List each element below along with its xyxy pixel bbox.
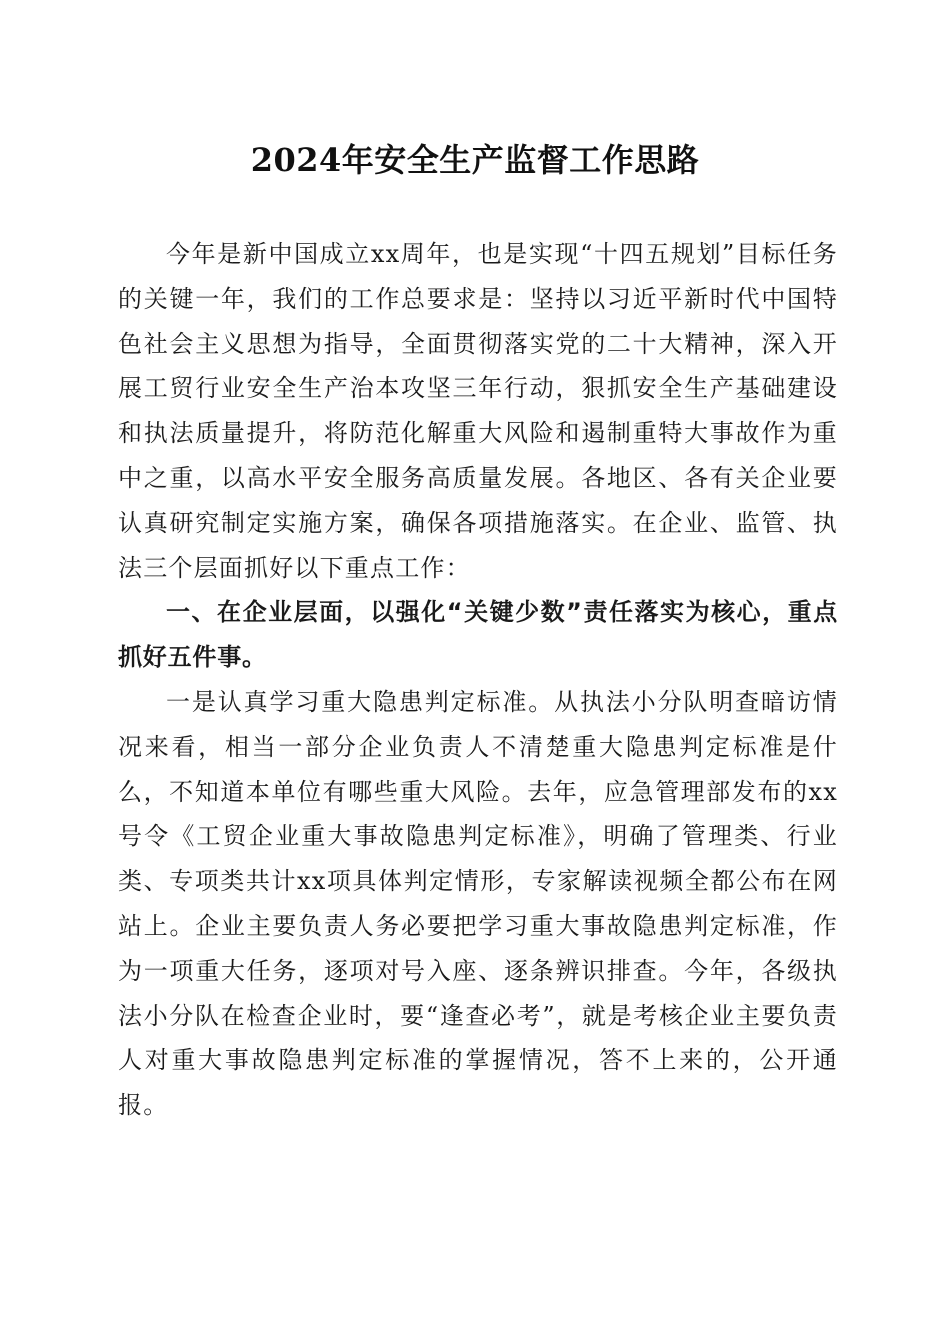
document-body — [118, 232, 838, 1128]
section-heading-1: 一、在企业层面，以强化“关键少数”责任落实为核心，重点抓好五件事。 — [118, 598, 838, 672]
item-paragraph-1: 一是认真学习重大隐患判定标准。从执法小分队明查暗访情况来看，相当一部分企业负责人不清楚重大隐患判定标准是什么，不知道本单位有哪些重大风险。去年，应急管理部发布的xx号令《工贸企业重大事故隐患判定标准》，明确了管理类、行业类、专项类共计xx项具体判定情形，专家解读视频全都公布在网站上。企业主要负责人务必要把学习重大事故隐患判定标准，作为一项重大任务，逐项对号入座、逐条辨识排查。今年，各级执法小分队在检查企业时，要“逢查必考”，就是考核企业主要负责人对重大事故隐患判定标准的掌握情况，答不上来的，公开通报。 — [118, 687, 838, 1120]
intro-paragraph: 今年是新中国成立xx周年，也是实现“十四五规划”目标任务的关键一年，我们的工作总要求是：坚持以习近平新时代中国特色社会主义思想为指导，全面贯彻落实党的二十大精神，深入开展工贸行业安全生产治本攻坚三年行动，狠抓安全生产基础建设和执法质量提升，将防范化解重大风险和遏制重特大事故作为重中之重，以高水平安全服务高质量发展。各地区、各有关企业要认真研究制定实施方案，确保各项措施落实。在企业、监管、执法三个层面抓好以下重点工作： — [118, 240, 838, 582]
document-title: 2024年安全生产监督工作思路 — [250, 141, 700, 179]
